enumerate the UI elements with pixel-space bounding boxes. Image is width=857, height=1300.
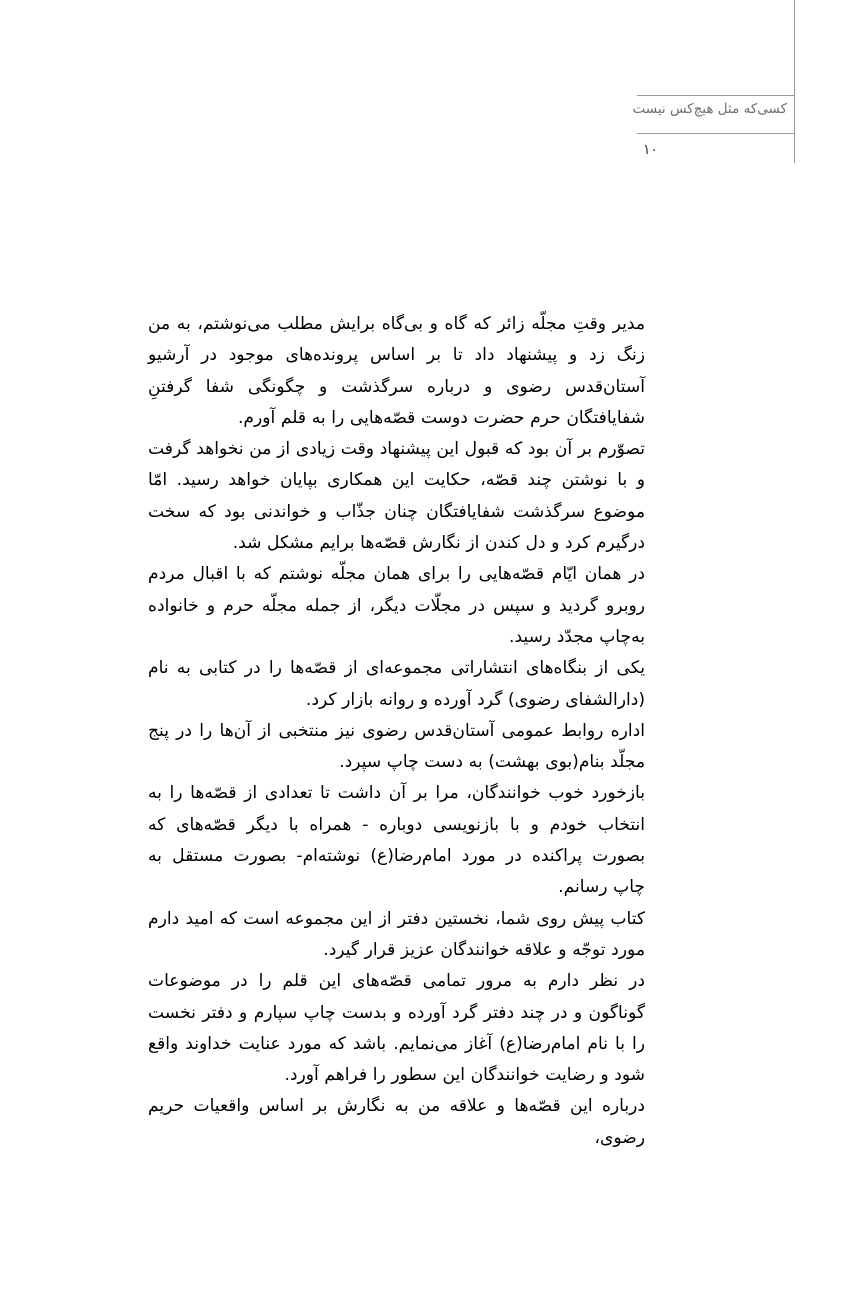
body-text-column: [148, 309, 645, 1154]
paragraph: یکی از بنگاه‌های انتشاراتی مجموعه‌ای از قصّه‌ها را در کتابی به نام (دارالشفای رضوی) گرد آورده و روانه بازار کرد.: [148, 658, 645, 710]
paragraph: در نظر دارم به مرور تمامی قصّه‌های این قلم را در موضوعات گوناگون و در چند دفتر گرد آورده و بدست چاپ سپارم و دفتر نخست را با نام امام‌رضا(ع) آغاز می‌نمایم. باشد که مورد عنایت خداوند واقع شود و رضایت خوانندگان این سطور را فراهم آورد.: [148, 971, 645, 1086]
header-rule-bottom: [637, 133, 795, 134]
paragraph: درباره این قصّه‌ها و علاقه من به نگارش بر اساس واقعیات حریم رضوی،: [148, 1096, 645, 1148]
header-vertical-rule: [794, 0, 795, 163]
paragraph: مدیر وقتِ مجلّه زائر که گاه و بی‌گاه برایش مطلب می‌نوشتم، به من زنگ زد و پیشنهاد داد تا بر اساس پرونده‌های موجود در آرشیو آستان‌قدس رضوی و درباره سرگذشت و چگونگی شفا گرفتنِ شفایافتگان حرم حضرت دوست قصّه‌هایی را به قلم آورم.: [148, 314, 645, 428]
page-number: ۱۰: [643, 142, 659, 158]
paragraph: اداره روابط عمومی آستان‌قدس رضوی نیز منتخبی از آن‌ها را در پنج مجلّد بنام(بوی بهشت) به دست چاپ سپرد.: [148, 720, 645, 773]
paragraph: کتاب پیش روی شما، نخستین دفتر از این مجموعه است که امید دارم مورد توجّه و علاقه خوانندگان عزیز قرار گیرد.: [148, 908, 645, 960]
header-rule-top: [637, 95, 795, 96]
paragraph: در همان ایّام قصّه‌هایی را برای همان مجلّه نوشتم که با اقبال مردم روبرو گردید و سپس در مجلّات دیگر، از جمله مجلّه حرم و خانواده به‌چاپ مجدّد رسید.: [148, 564, 645, 647]
paragraph: بازخورد خوب خوانندگان، مرا بر آن داشت تا تعدادی از قصّه‌ها را به انتخاب خودم و با بازنویسی دوباره - همراه با دیگر قصّه‌های که بصورت پراکنده در مورد امام‌رضا(ع) نوشته‌ام- بصورت مستقل به چاپ رسانم.: [148, 783, 645, 898]
paragraph: تصوّرم بر آن بود که قبول این پیشنهاد وقت زیادی از من نخواهد گرفت و با نوشتن چند قصّه، حکایت این همکاری بپایان خواهد رسید. امّا موضوع سرگذشت شفایافتگان چنان جذّاب و خواندنی بود که سخت درگیرم کرد و دل کندن از نگارش قصّه‌ها برایم مشکل شد.: [148, 439, 645, 554]
running-header: [632, 0, 795, 175]
running-title: کسی‌که مثل هیچ‌کس نیست: [632, 101, 787, 117]
